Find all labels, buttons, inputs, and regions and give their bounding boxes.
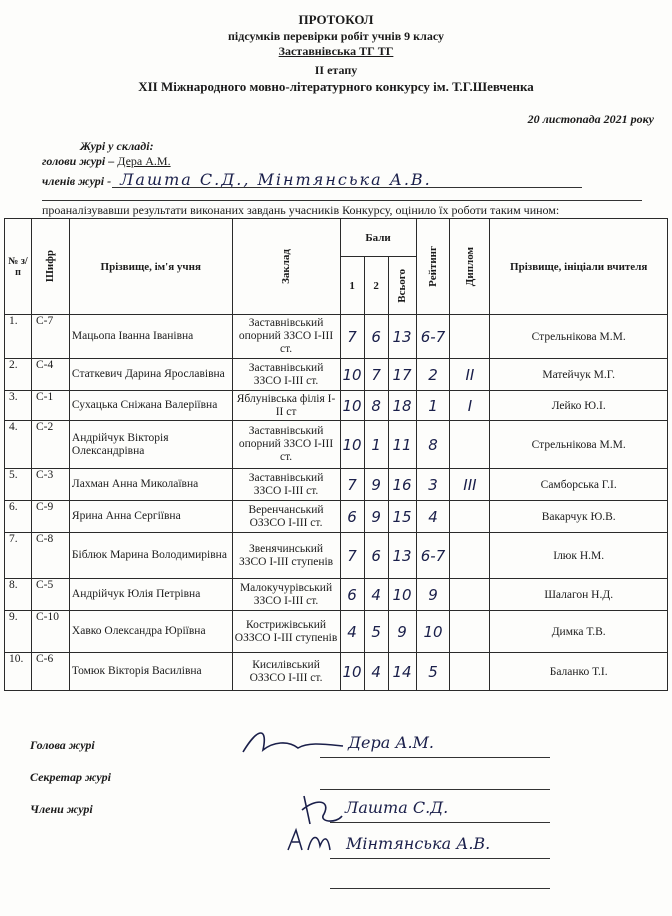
cell-points-2: 8: [364, 391, 388, 421]
cell-diploma: І: [450, 391, 490, 421]
sig-member2-name: Мінтянська А.В.: [346, 834, 491, 853]
cell-points-2: 9: [364, 469, 388, 501]
cell-points-2: 1: [364, 421, 388, 469]
cell-student-name: Мацьопа Іванна Іванівна: [69, 315, 232, 359]
doc-community: Заставнівська ТГ ТГ: [278, 44, 394, 58]
table-row: [5, 653, 668, 691]
cell-total: 9: [388, 611, 416, 653]
table-row: [5, 421, 668, 469]
cell-cipher: С-3: [31, 469, 69, 501]
intro-text: проаналізувавши результати виконаних завдань учасників Конкурсу, оцінило їх роботи таким чином:: [42, 203, 560, 217]
cell-teacher: Матейчук М.Г.: [490, 359, 668, 391]
cell-total: 13: [388, 533, 416, 579]
cell-teacher: Стрельнікова М.М.: [490, 315, 668, 359]
cell-school: Заставнівський опорний ЗЗСО І-ІІІ ст.: [232, 315, 340, 359]
sig-extra-line: [330, 888, 550, 889]
cell-total: 17: [388, 359, 416, 391]
cell-no: 5.: [5, 469, 32, 501]
header-p2: 2: [364, 257, 388, 315]
sig-member1-line: [330, 822, 550, 823]
header-school: [232, 219, 340, 315]
cell-points-1: 10: [340, 359, 364, 391]
results-table: [4, 218, 668, 691]
cell-cipher: С-4: [31, 359, 69, 391]
jury-chair-name: Дера А.М.: [117, 154, 171, 168]
cell-rank: 1: [416, 391, 450, 421]
cell-rank: 4: [416, 501, 450, 533]
cell-points-2: 4: [364, 653, 388, 691]
cell-points-1: 4: [340, 611, 364, 653]
cell-school: Малокучурівський ЗЗСО І-ІІІ ст.: [232, 579, 340, 611]
header-cipher-label: Шифр: [44, 250, 57, 283]
table-header-row: [5, 219, 668, 257]
table-row: [5, 501, 668, 533]
cell-student-name: Ярина Анна Сергіївна: [69, 501, 232, 533]
sig-member2-line: [330, 858, 550, 859]
cell-rank: 9: [416, 579, 450, 611]
jury-composition-label: Журі у складі:: [80, 139, 154, 153]
cell-total: 15: [388, 501, 416, 533]
cell-school: Заставнівський опорний ЗЗСО І-ІІІ ст.: [232, 421, 340, 469]
separator-line: [42, 200, 642, 201]
cell-teacher: Вакарчук Ю.В.: [490, 501, 668, 533]
doc-subtitle: підсумків перевірки робіт учнів 9 класу: [228, 29, 444, 43]
cell-rank: 6-7: [416, 315, 450, 359]
table-row: [5, 579, 668, 611]
cell-diploma: [450, 579, 490, 611]
cell-no: 10.: [5, 653, 32, 691]
jury-chair-label: голови журі –: [42, 154, 115, 168]
cell-cipher: С-1: [31, 391, 69, 421]
table-row: [5, 533, 668, 579]
cell-student-name: Андрійчук Вікторія Олександрівна: [69, 421, 232, 469]
cell-diploma: [450, 501, 490, 533]
cell-school: Заставнівський ЗЗСО І-ІІІ ст.: [232, 359, 340, 391]
member1-signature-scribble: [296, 790, 346, 830]
cell-points-1: 7: [340, 533, 364, 579]
table-body: [5, 315, 668, 691]
header-points: Бали: [340, 219, 416, 257]
cell-teacher: Ілюк Н.М.: [490, 533, 668, 579]
header-name: Прізвище, ім'я учня: [69, 219, 232, 315]
table-row: [5, 315, 668, 359]
cell-no: 6.: [5, 501, 32, 533]
cell-student-name: Томюк Вікторія Василівна: [69, 653, 232, 691]
cell-points-2: 9: [364, 501, 388, 533]
table-row: [5, 359, 668, 391]
jury-chair-row: [42, 154, 171, 169]
cell-total: 18: [388, 391, 416, 421]
cell-diploma: [450, 653, 490, 691]
cell-points-2: 5: [364, 611, 388, 653]
cell-rank: 3: [416, 469, 450, 501]
cell-total: 11: [388, 421, 416, 469]
cell-diploma: [450, 421, 490, 469]
header-diploma: [450, 219, 490, 315]
header-school-label: Заклад: [280, 249, 293, 284]
cell-total: 16: [388, 469, 416, 501]
header-no: № з/п: [5, 219, 32, 315]
cell-diploma: ІІІ: [450, 469, 490, 501]
chair-signature-scribble: [238, 722, 348, 762]
cell-points-2: 6: [364, 315, 388, 359]
cell-student-name: Сухацька Сніжана Валеріївна: [69, 391, 232, 421]
cell-teacher: Шалагон Н.Д.: [490, 579, 668, 611]
sig-secretary-label: Секретар журі: [30, 770, 111, 784]
cell-points-1: 6: [340, 579, 364, 611]
cell-student-name: Лахман Анна Миколаївна: [69, 469, 232, 501]
cell-points-1: 6: [340, 501, 364, 533]
table-row: [5, 391, 668, 421]
cell-points-1: 10: [340, 653, 364, 691]
cell-teacher: Баланко Т.І.: [490, 653, 668, 691]
cell-diploma: ІІ: [450, 359, 490, 391]
member2-signature-scribble: [284, 826, 334, 856]
cell-cipher: С-7: [31, 315, 69, 359]
cell-teacher: Лейко Ю.І.: [490, 391, 668, 421]
sig-chair-label: Голова журі: [30, 738, 95, 752]
doc-date: 20 листопада 2021 року: [527, 112, 654, 126]
cell-points-1: 10: [340, 421, 364, 469]
cell-diploma: [450, 611, 490, 653]
cell-school: Веренчанський ОЗЗСО І-ІІІ ст.: [232, 501, 340, 533]
sig-secretary-line: [320, 789, 550, 790]
cell-student-name: Статкевич Дарина Ярославівна: [69, 359, 232, 391]
cell-teacher: Самборська Г.І.: [490, 469, 668, 501]
cell-school: Звенячинський ЗЗСО І-ІІІ ступенів: [232, 533, 340, 579]
header-total: [388, 257, 416, 315]
cell-student-name: Хавко Олександра Юріївна: [69, 611, 232, 653]
cell-no: 4.: [5, 421, 32, 469]
cell-points-2: 7: [364, 359, 388, 391]
cell-diploma: [450, 315, 490, 359]
cell-rank: 5: [416, 653, 450, 691]
jury-underline: [112, 187, 582, 188]
header-cipher: [31, 219, 69, 315]
jury-members-handwritten: Лашта С.Д., Мінтянська А.В.: [120, 170, 432, 189]
cell-cipher: С-2: [31, 421, 69, 469]
cell-school: Заставнівський ЗЗСО І-ІІІ ст.: [232, 469, 340, 501]
cell-cipher: С-9: [31, 501, 69, 533]
sig-chair-line: [320, 757, 550, 758]
cell-school: Кисилівський ОЗЗСО І-ІІІ ст.: [232, 653, 340, 691]
cell-cipher: С-8: [31, 533, 69, 579]
cell-total: 14: [388, 653, 416, 691]
cell-no: 3.: [5, 391, 32, 421]
cell-diploma: [450, 533, 490, 579]
cell-rank: 2: [416, 359, 450, 391]
cell-cipher: С-5: [31, 579, 69, 611]
header-rank-label: Рейтинг: [427, 246, 439, 287]
cell-total: 10: [388, 579, 416, 611]
cell-rank: 10: [416, 611, 450, 653]
cell-teacher: Стрельнікова М.М.: [490, 421, 668, 469]
cell-cipher: С-10: [31, 611, 69, 653]
cell-cipher: С-6: [31, 653, 69, 691]
cell-school: Яблунівська філія І-ІІ ст: [232, 391, 340, 421]
header-total-label: Всього: [396, 268, 409, 303]
cell-no: 1.: [5, 315, 32, 359]
table-row: [5, 611, 668, 653]
cell-total: 13: [388, 315, 416, 359]
cell-no: 2.: [5, 359, 32, 391]
sig-chair-name: Дера А.М.: [348, 733, 435, 752]
cell-points-1: 7: [340, 315, 364, 359]
cell-rank: 6-7: [416, 533, 450, 579]
cell-school: Кострижівський ОЗЗСО І-ІІІ ступенів: [232, 611, 340, 653]
sig-members-label: Члени журі: [30, 802, 93, 816]
cell-points-2: 4: [364, 579, 388, 611]
cell-no: 7.: [5, 533, 32, 579]
header-p1: 1: [340, 257, 364, 315]
header-teacher: Прізвище, ініціали вчителя: [490, 219, 668, 315]
header-rank: [416, 219, 450, 315]
doc-contest: ХІІ Міжнародного мовно-літературного конкурсу ім. Т.Г.Шевченка: [138, 79, 534, 94]
cell-points-1: 10: [340, 391, 364, 421]
cell-points-1: 7: [340, 469, 364, 501]
cell-rank: 8: [416, 421, 450, 469]
cell-no: 9.: [5, 611, 32, 653]
doc-stage: ІІ етапу: [314, 63, 358, 77]
cell-teacher: Димка Т.В.: [490, 611, 668, 653]
jury-members-label: членів журі -: [42, 174, 112, 188]
cell-student-name: Біблюк Марина Володимирівна: [69, 533, 232, 579]
cell-no: 8.: [5, 579, 32, 611]
header-diploma-label: Диплом: [463, 246, 476, 287]
sig-member1-name: Лашта С.Д.: [345, 798, 449, 817]
table-row: [5, 469, 668, 501]
cell-student-name: Андрійчук Юлія Петрівна: [69, 579, 232, 611]
doc-title: ПРОТОКОЛ: [298, 12, 374, 27]
cell-points-2: 6: [364, 533, 388, 579]
